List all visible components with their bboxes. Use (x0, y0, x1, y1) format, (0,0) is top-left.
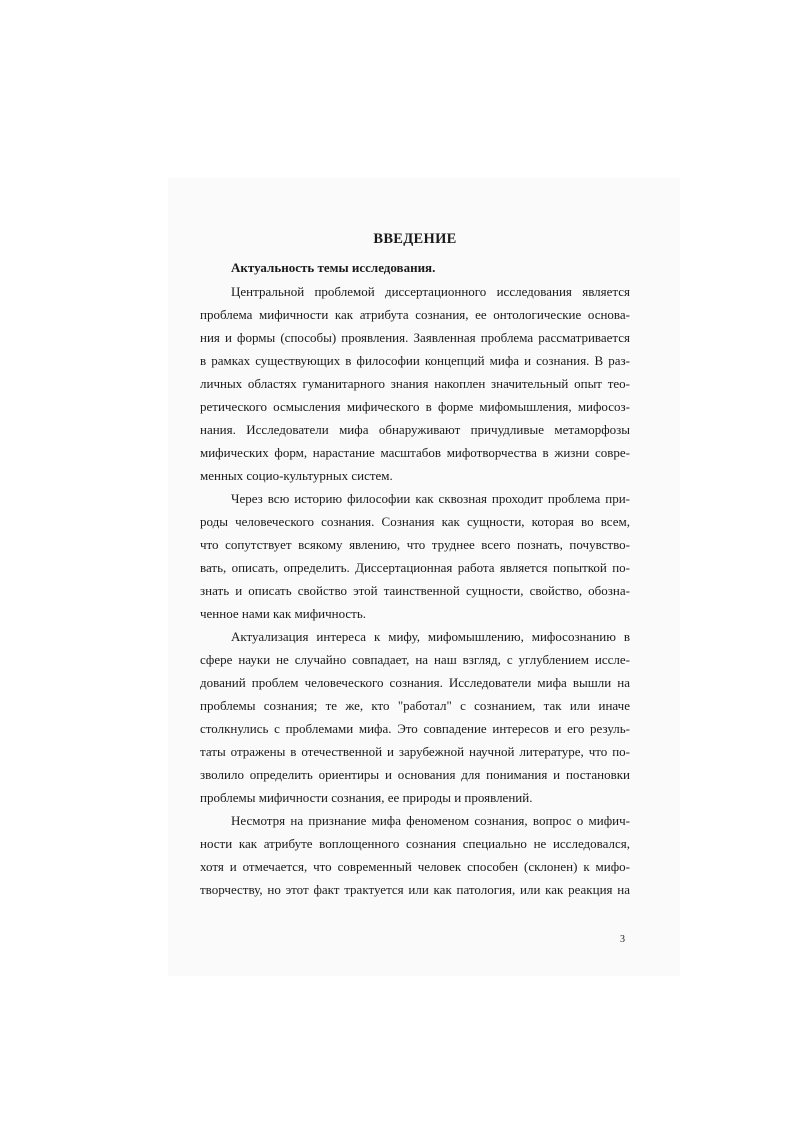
page-heading: ВВЕДЕНИЕ (373, 231, 457, 247)
text-line: Актуализация интереса к мифу, мифомышлению, мифосознанию в (231, 629, 630, 644)
text-line: хотя и отмечается, что современный человек способен (склонен) к мифо- (200, 859, 630, 874)
text-line: ченное нами как мифичность. (200, 606, 367, 621)
text-line: дований проблем человеческого сознания. Исследователи мифа вышли на (200, 675, 630, 690)
text-line: творчеству, но этот факт трактуется или как патология, или как реакция на (200, 882, 630, 897)
text-line: зволило определить ориентиры и основания для понимания и постановки (200, 767, 630, 782)
text-line: Через всю историю философии как сквозная проходит проблема при- (231, 491, 630, 506)
section-subheading: Актуальность темы исследования. (231, 260, 436, 275)
text-line: что сопутствует всякому явлению, что труднее всего познать, почувство- (200, 537, 630, 552)
text-line: проблемы сознания; те же, кто "работал" с сознанием, так или иначе (200, 698, 630, 713)
text-line: роды человеческого сознания. Сознания как сущности, которая во всем, (200, 514, 630, 529)
text-line: менных социо-культурных систем. (200, 468, 393, 483)
text-line: Несмотря на признание мифа феноменом сознания, вопрос о мифич- (231, 813, 630, 828)
text-line: ретического осмысления мифического в форме мифомышления, мифосоз- (200, 399, 630, 414)
text-line: сфере науки не случайно совпадает, на наш взгляд, с углублением иссле- (200, 652, 630, 667)
text-line: проблемы мифичности сознания, ее природы и проявлений. (200, 790, 533, 805)
text-line: мифических форм, нарастание масштабов мифотворчества в жизни совре- (200, 445, 630, 460)
text-line: ния и формы (способы) проявления. Заявленная проблема рассматривается (200, 330, 630, 345)
text-line: вать, описать, определить. Диссертационная работа является попыткой по- (200, 560, 630, 575)
text-line: таты отражены в отечественной и зарубежной научной литературе, что по- (200, 744, 630, 759)
text-line: нания. Исследователи мифа обнаруживают причудливые метаморфозы (200, 422, 630, 437)
text-line: знать и описать свойство этой таинственной сущности, свойство, обозна- (200, 583, 630, 598)
text-line: проблема мифичности как атрибута сознания, ее онтологические основа- (200, 307, 630, 322)
page-number: 3 (620, 934, 625, 945)
text-line: ности как атрибуте воплощенного сознания специально не исследовался, (200, 836, 630, 851)
text-line: личных областях гуманитарного знания накоплен значительный опыт тео- (200, 376, 630, 391)
text-line: столкнулись с проблемами мифа. Это совпадение интересов и его резуль- (200, 721, 630, 736)
text-line: в рамках существующих в философии концепций мифа и сознания. В раз- (200, 353, 630, 368)
text-line: Центральной проблемой диссертационного исследования является (231, 284, 630, 299)
